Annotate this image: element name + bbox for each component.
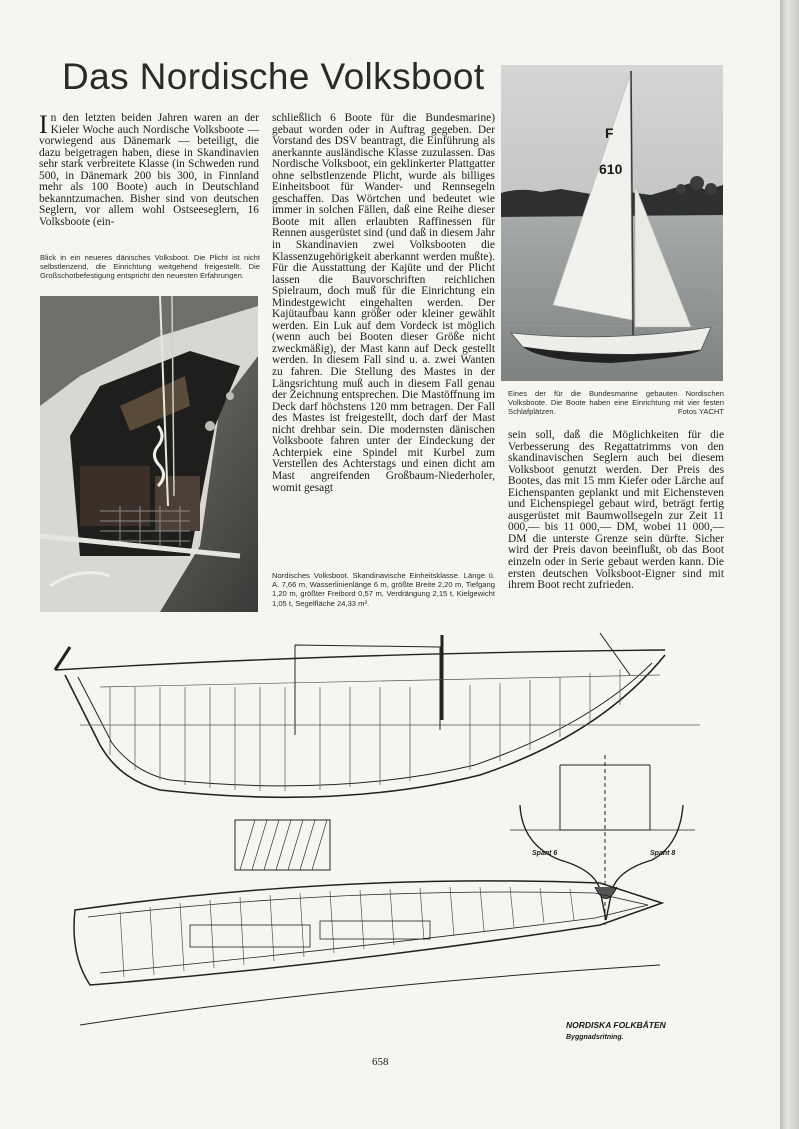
sailboat-photo-caption xyxy=(508,389,724,417)
drop-cap: I xyxy=(39,110,48,139)
sail-number: 610 xyxy=(599,161,623,177)
plans-caption: Nordisches Volksboot. Skandinavische Einheitsklasse. Länge ü. A. 7,66 m, Wasserlinienlänge 6 m, größte Breite 2,20 m, Tiefgang 1,20 m, größter Freibord 0,57 m, Verdrängung 2,15 t, Kielgewicht 1,05 t, Segelfläche 24,33 m². xyxy=(272,571,495,608)
body-column-2: schließlich 6 Boote für die Bundesmarine) gebaut worden oder in Auftrag gegeben. Der Vorstand des DSV beantragt, die Einführung als anerkannte ausländische Klasse zuzulassen. Das Nordische Volksboot, ein geklinkerter Plattgatter ohne selbstlenzende Plicht, wurde als billiges Einheitsboot für Wander- und Rennsegeln geschaffen. Das Wörtchen und bedeutet wie immer in solchen Fällen, daß eine Reihe dieser Boote mit allen erlaubten Raffinessen für Rennen ausgerüstet sind (und daß in diesem Jahr in Skandinavien zwei Volksbooten die Klassenzugehörigkeit aberkannt werden mußte). Für die Ausstattung der Kajüte und der Plicht lassen die Bauvorschriften reichlichen Spielraum, doch muß für die Einrichtung ein Mindestgewicht eingehalten werden. Der Kajütaufbau kann größer oder kleiner gewählt werden. Ein Luk auf dem Vordeck ist möglich (wenn auch bei Booten dieser Größe nicht zweckmäßig), der Mast kann auf Deck gestellt werden. In diesem Fall sind u. a. zwei Wanten zu fahren. Die Stellung des Mastes in der Längsrichtung muß auch in diesem Fall genau der Zeichnung entsprechen. Die Mastöffnung im Deck darf höchstens 120 mm betragen. Der Fall des Mastes ist freigestellt, doch darf der Mast nicht drehbar sein. Die modernsten dänischen Volksboote fahren unter der Eindeckung der Achterpiek eine Spindel mit Kurbel zum Verstellen des Achterstags und einen dicht am Mast angreifenden Großbaum-Niederholer, womit gesagt xyxy=(272,112,495,494)
photo-credit: Fotos YACHT xyxy=(677,407,724,417)
section-label-right: Spant 8 xyxy=(650,850,676,857)
boat-construction-plans xyxy=(40,625,740,1055)
cockpit-photo-caption: Blick in ein neueres dänisches Volksboot. Die Plicht ist nicht selbstlenzend, die Einrichtung weitgehend freigestellt. Die Großschotbefestigung entspricht den neuesten Erfahrungen. xyxy=(40,253,260,281)
page-spine xyxy=(780,0,799,1129)
body-column-1-text: n den letzten beiden Jahren waren an der Kieler Woche auch Nordische Volksboote — vorwiegend aus Dänemark — beteiligt, die dazu beigetragen haben, diese in Skandinavien sehr stark verbreitete Klasse (in Schweden rund 500, in Dänemark 200 bis 300, in Finnland mehr als 100 Boote) auch in Deutschland bekanntzumachen. Bisher sind von deutschen Seglern, vor allem wohl Ostseeseglern, 16 Volksboote (ein- xyxy=(39,112,259,228)
plan-subtitle: Byggnadsritning. xyxy=(566,1034,624,1041)
cockpit-photo xyxy=(40,296,258,612)
article-title: Das Nordische Volksboot xyxy=(62,56,485,97)
body-column-1 xyxy=(39,110,259,228)
sailboat-caption-text: Eines der für die Bundesmarine gebauten Nordischen Volksboote. Die Boote haben eine Einrichtung mit vier festen Schlafplätzen. xyxy=(508,389,724,417)
section-label-left: Spant 6 xyxy=(532,850,558,857)
plan-title: NORDISKA FOLKBÅTEN xyxy=(566,1020,666,1030)
page-number: 658 xyxy=(372,1056,389,1068)
body-column-3: sein soll, daß die Möglichkeiten für die Verbesserung des Regattatrimms von den skandinavischen Seglern auch bei diesem Volksboot genutzt werden. Der Preis des Bootes, das mit 15 mm Kiefer oder Lärche auf Eichenspanten geplankt und mit Eichensteven und Eichenspiegel gebaut wird, beträgt fertig ausgerüstet mit Baumwollsegeln zur Zeit 11 000,— bis 11 000,— DM, wobei 11 000,— DM die unterste Grenze sein dürfte. Sicher wird der Preis davon beeinflußt, ob das Boot einzeln oder in Serie gebaut werden kann. Die ersten deutschen Volksboot-Eigner sind mit ihrem Boot recht zufrieden. xyxy=(508,429,724,592)
sail-letter: F xyxy=(605,125,614,141)
sailboat-photo xyxy=(501,65,723,381)
